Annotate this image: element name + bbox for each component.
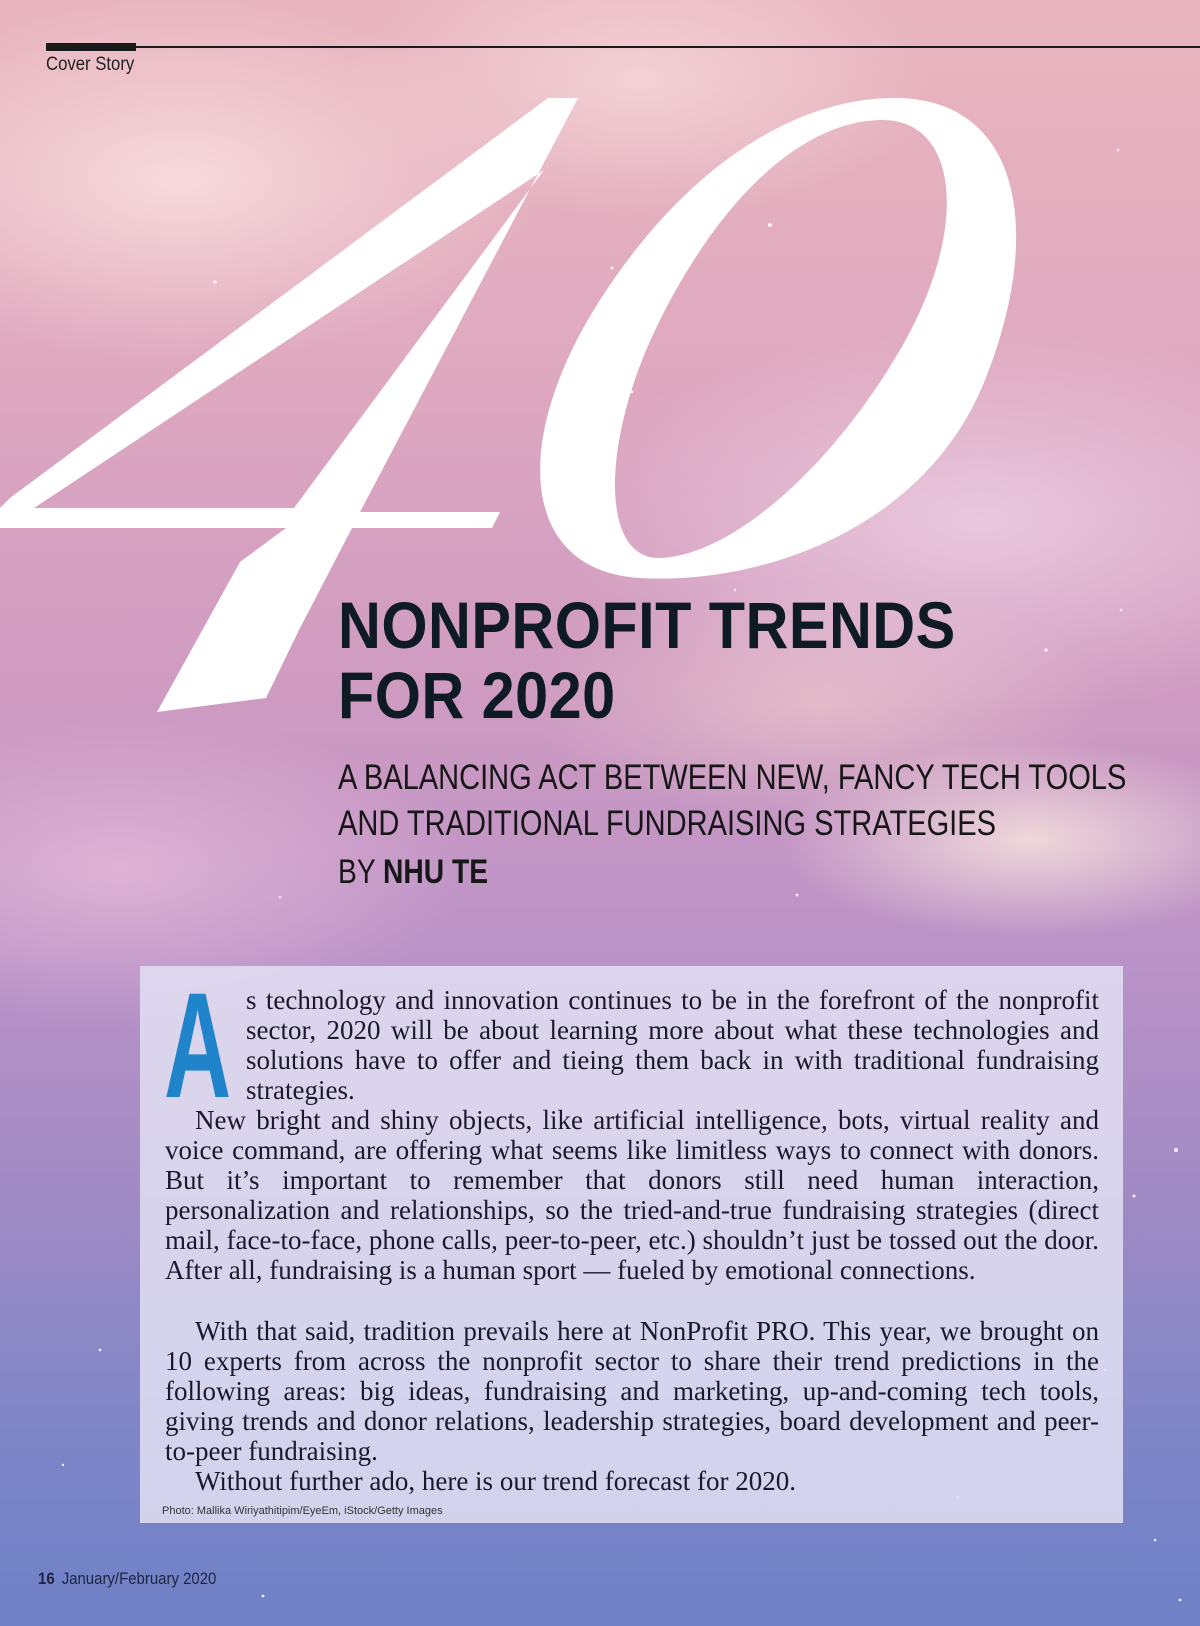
article-paragraph-4: Without further ado, here is our trend forecast for 2020. (195, 1466, 796, 1496)
numeral-zero (540, 98, 1016, 579)
drop-cap: A (164, 961, 232, 1129)
byline (338, 850, 488, 894)
section-label: Cover Story (46, 54, 135, 75)
headline-line-1: NONPROFIT TRENDS (338, 588, 956, 662)
page-footer (38, 1569, 216, 1589)
author-name: NHU TE (382, 853, 489, 891)
article-paragraph-3: With that said, tradition prevails here at NonProfit PRO. This year, we brought on 10 experts from across the nonprofit sector to share their trend predictions in the following areas: big ideas, fundraising and marketing, up-and-coming tech tools, giving trends and donor relations, leadership strategies, board development and peer-to-peer fundraising. (165, 1316, 1099, 1466)
subheadline (338, 755, 1126, 847)
byline-prefix: BY (338, 853, 383, 891)
subheadline-line-1: A BALANCING ACT BETWEEN NEW, FANCY TECH TOOLS (338, 758, 1127, 797)
article-paragraph-1: s technology and innovation continues to be in the forefront of the nonprofit sector, 2020 will be about learning more about what these technologies and solutions have to offer and tieing them back in with traditional fundraising strategies. (246, 985, 1099, 1105)
article-paragraph-2: New bright and shiny objects, like artificial intelligence, bots, virtual reality and voice command, are offering what seems like limitless ways to connect with donors. But it’s important to remember that donors still need human interaction, personalization and relationships, so the tried-and-true fundraising strategies (direct mail, face-to-face, phone calls, peer-to-peer, etc.) shouldn’t just be tossed out the door. After all, fundraising is a human sport — fueled by emotional connections. (165, 1105, 1099, 1285)
subheadline-line-2: AND TRADITIONAL FUNDRAISING STRATEGIES (338, 804, 997, 843)
issue-date: January/February 2020 (61, 1569, 217, 1588)
page-number: 16 (38, 1569, 55, 1588)
headline (338, 590, 956, 730)
headline-line-2: FOR 2020 (338, 658, 616, 732)
photo-credit: Photo: Mallika Wiriyathitipim/EyeEm, iStock/Getty Images (162, 1505, 443, 1517)
